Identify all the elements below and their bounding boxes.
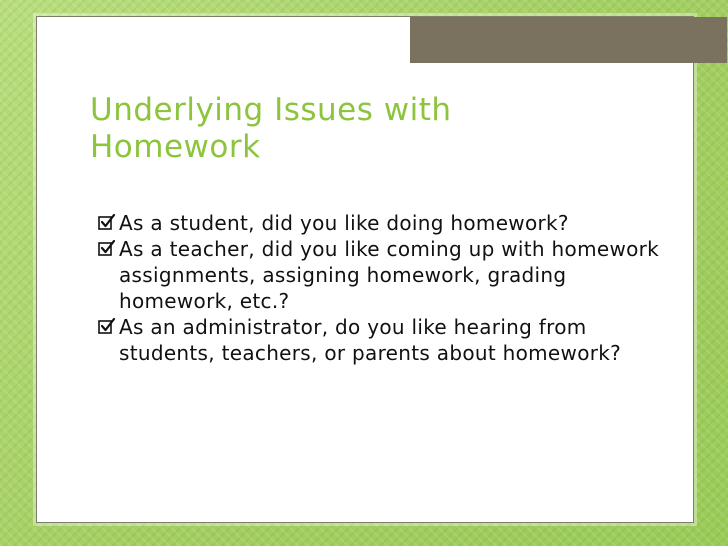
bullet-item [97,236,677,314]
title-line-1: Underlying Issues with [90,92,452,128]
title-accent-bar [410,17,727,63]
title-line-2: Homework [90,129,261,165]
checkbox-bullet-icon [97,213,117,233]
bullet-item [97,314,677,366]
bullet-text: As an administrator, do you like hearing from students, teachers, or parents about homework? [119,315,622,365]
checkbox-bullet-icon [97,239,117,259]
bullet-text: As a teacher, did you like coming up with homework assignments, assigning homework, grading homework, etc.? [119,237,660,313]
bullet-list [97,210,677,366]
slide-panel [36,16,694,523]
checkbox-bullet-icon [97,317,117,337]
bullet-item [97,210,677,236]
slide-title [90,92,650,166]
bullet-text: As a student, did you like doing homework? [119,211,569,235]
